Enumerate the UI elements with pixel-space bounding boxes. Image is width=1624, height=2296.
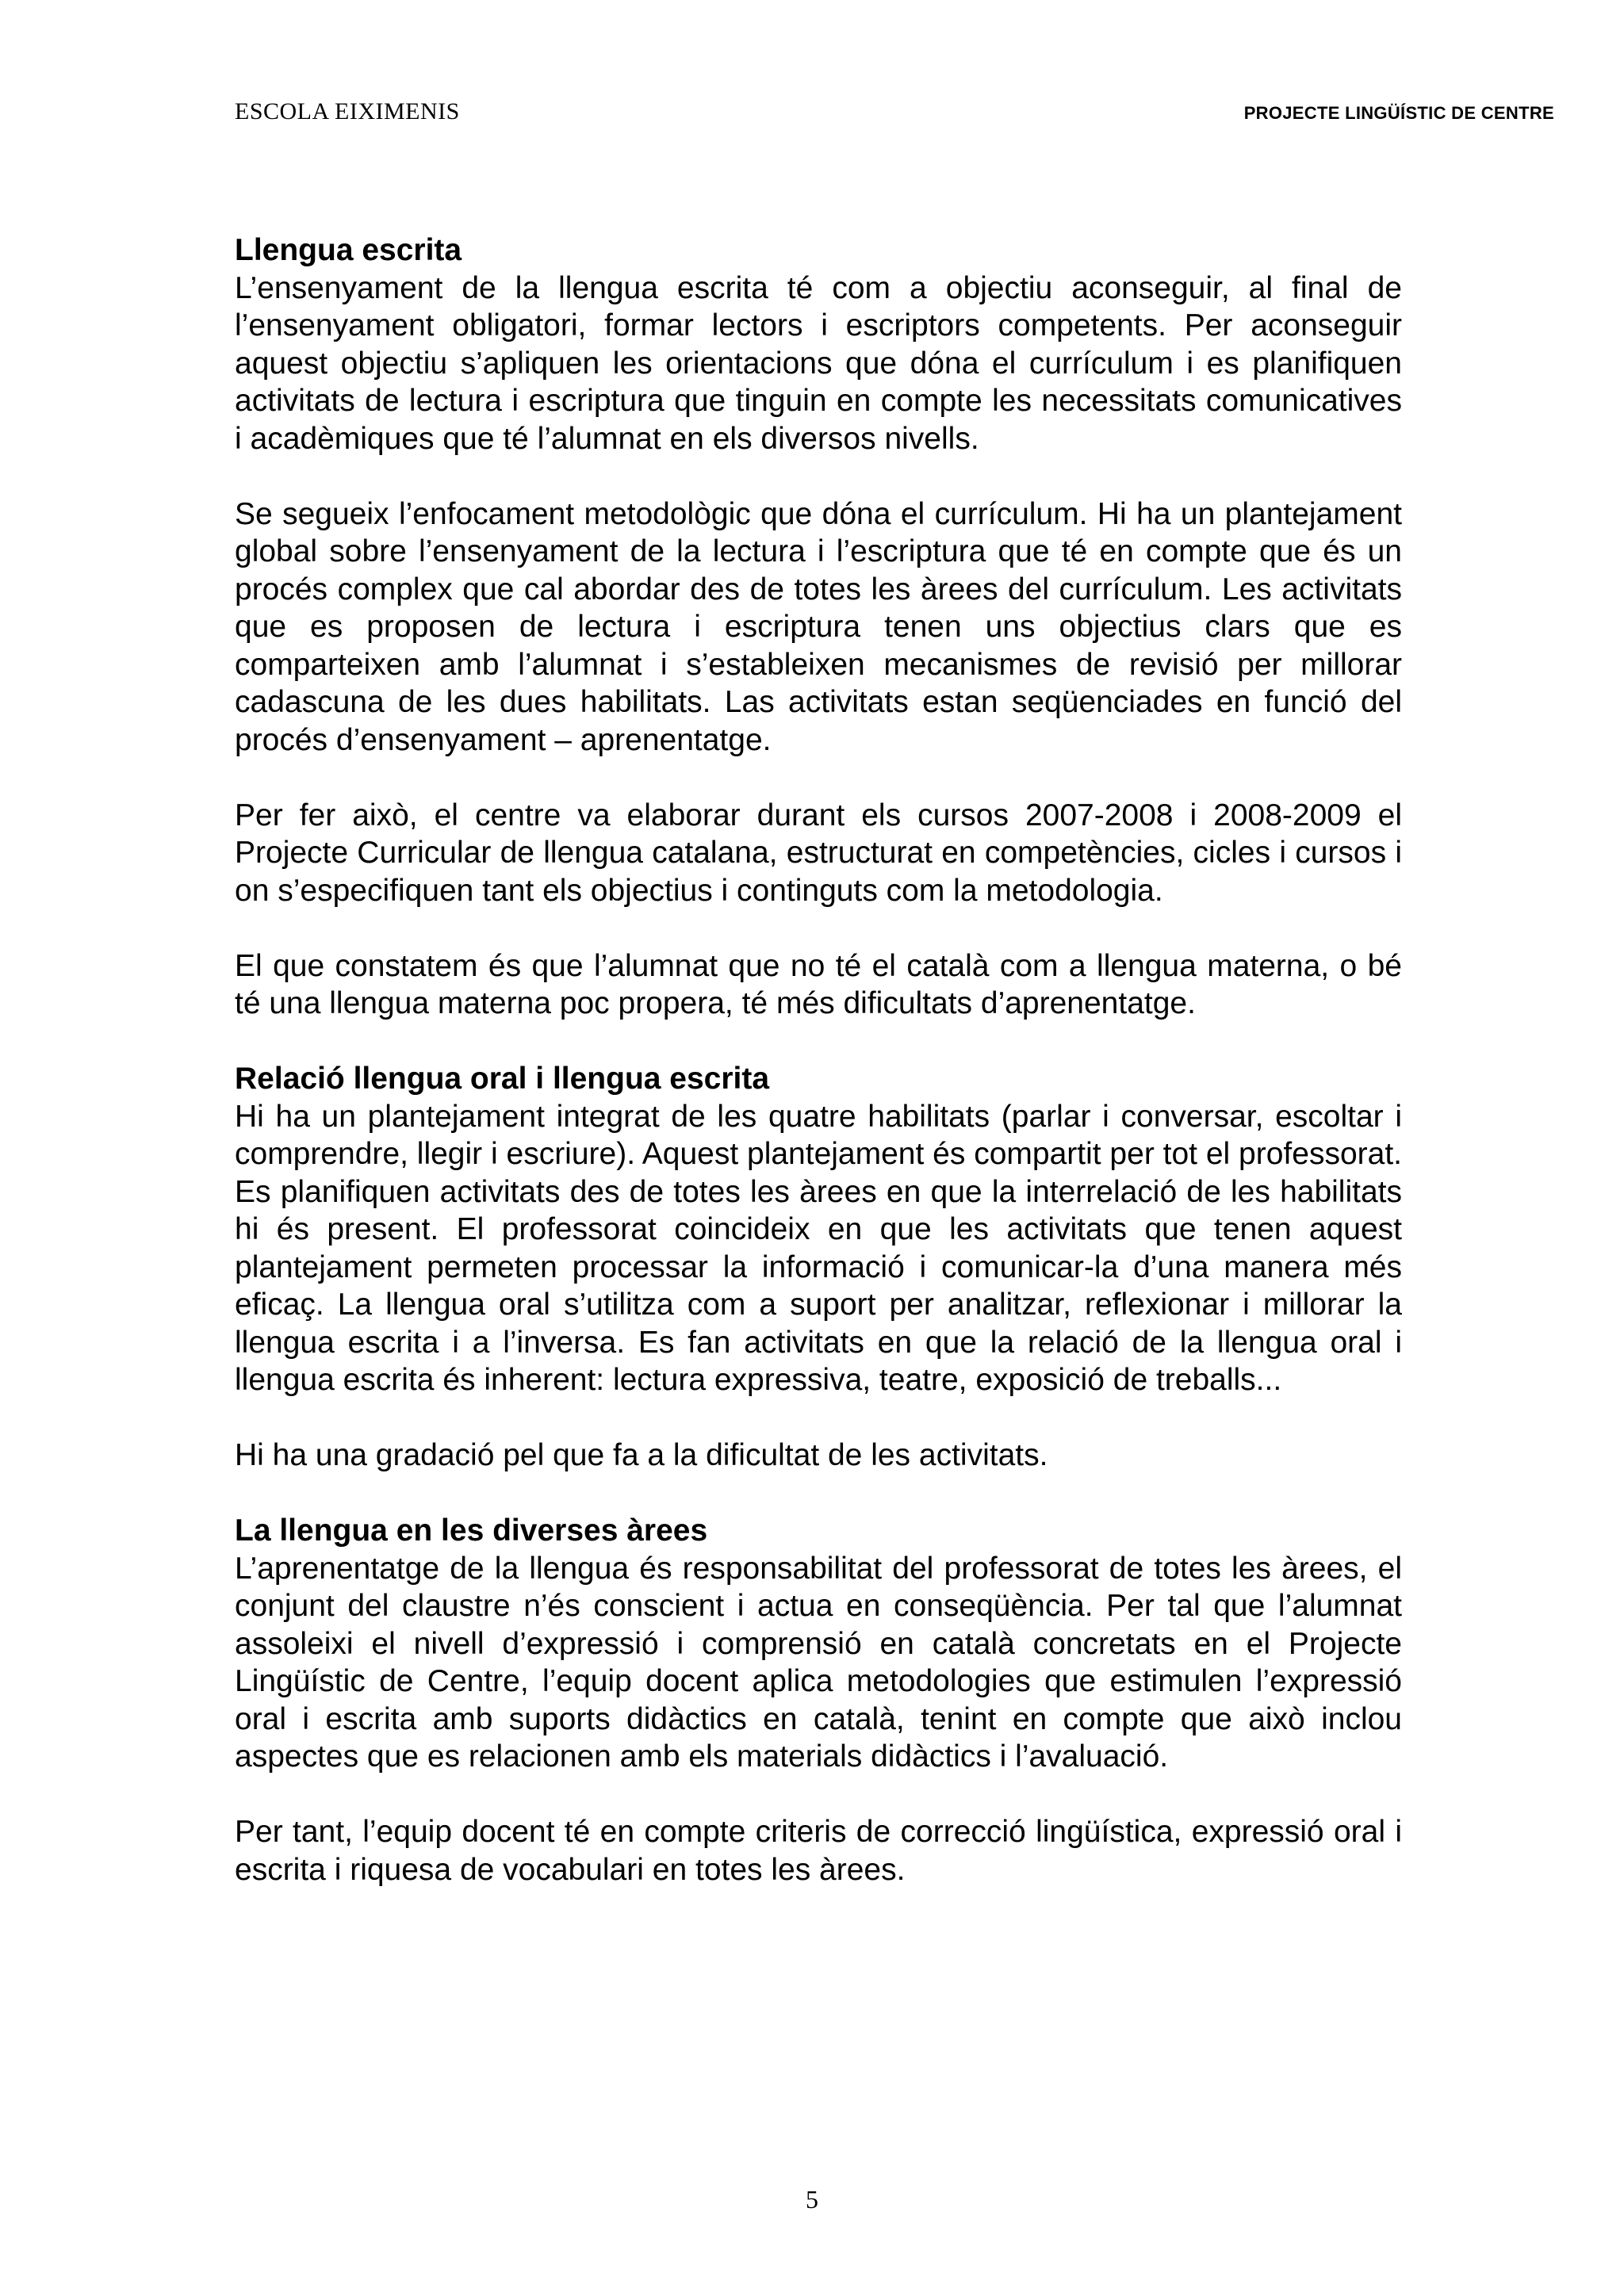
section-language-across-areas <box>235 1512 1402 1888</box>
document-body <box>235 232 1402 1888</box>
paragraph: Per tant, l’equip docent té en compte criteris de correcció lingüística, expressió oral i escrita i riquesa de vocabulari en totes les àrees. <box>235 1815 1402 1887</box>
page-number: 5 <box>806 2185 818 2214</box>
section-oral-written-relation <box>235 1060 1402 1475</box>
paragraph: L’aprenentatge de la llengua és responsabilitat del professorat de totes les àrees, el conjunt del claustre n’és conscient i actua en conseqüència. Per tal que l’alumnat assoleixi el nivell d’expressió i comprensió en català concretats en el Projecte Lingüístic de Centre, l’equip docent aplica metodologies que estimulen l’expressió oral i escrita amb suports didàctics en català, tenint en compte que això inclou aspectes que es relacionen amb els materials didàctics i l’avaluació. <box>235 1551 1402 1774</box>
paragraph: L’ensenyament de la llengua escrita té com a objectiu aconseguir, al final de l’ensenyament obligatori, formar lectors i escriptors competents. Per aconseguir aquest objectiu s’apliquen les orientacions que dóna el currículum i es planifiquen activitats de lectura i escriptura que tinguin en compte les necessitats comunicatives i acadèmiques que té l’alumnat en els diversos nivells. <box>235 270 1402 456</box>
section-written-language <box>235 232 1402 1023</box>
paragraph: Hi ha un plantejament integrat de les quatre habilitats (parlar i conversar, escoltar i comprendre, llegir i escriure). Aquest plantejament és compartit per tot el professorat. Es planifiquen activitats des de totes les àrees en que la interrelació de les habilitats hi és present. El professorat coincideix en que les activitats que tenen aquest plantejament permeten processar la informació i comunicar-la d’una manera més eficaç. La llengua oral s’utilitza com a suport per analitzar, reflexionar i millorar la llengua escrita i a l’inversa. Es fan activitats en que la relació de la llengua oral i llengua escrita és inherent: lectura expressiva, teatre, exposició de treballs... <box>235 1099 1402 1397</box>
paragraph: Per fer això, el centre va elaborar durant els cursos 2007-2008 i 2008-2009 el Projecte Curricular de llengua catalana, estructurat en competències, cicles i cursos i on s’especifiquen tant els objectius i continguts com la metodologia. <box>235 798 1402 908</box>
paragraph: El que constatem és que l’alumnat que no té el català com a llengua materna, o bé té una llengua materna poc propera, té més dificultats d’aprenentatge. <box>235 948 1402 1020</box>
paragraph: Se segueix l’enfocament metodològic que dóna el currículum. Hi ha un plantejament global sobre l’ensenyament de la lectura i l’escriptura que té en compte que és un procés complex que cal abordar des de totes les àrees del currículum. Les activitats que es proposen de lectura i escriptura tenen uns objectius clars que es comparteixen amb l’alumnat i s’estableixen mecanismes de revisió per millorar cadascuna de les dues habilitats. Las activitats estan seqüenciades en funció del procés d’ensenyament – aprenentatge. <box>235 496 1402 757</box>
header-project-title: PROJECTE LINGÜÍSTIC DE CENTRE <box>1243 103 1554 123</box>
section-title: Relació llengua oral i llengua escrita <box>235 1062 770 1096</box>
header-school-name: ESCOLA EIXIMENIS <box>235 98 460 124</box>
paragraph: Hi ha una gradació pel que fa a la dificultat de les activitats. <box>235 1438 1048 1472</box>
section-title: Llengua escrita <box>235 233 462 267</box>
section-title: La llengua en les diverses àrees <box>235 1513 708 1548</box>
